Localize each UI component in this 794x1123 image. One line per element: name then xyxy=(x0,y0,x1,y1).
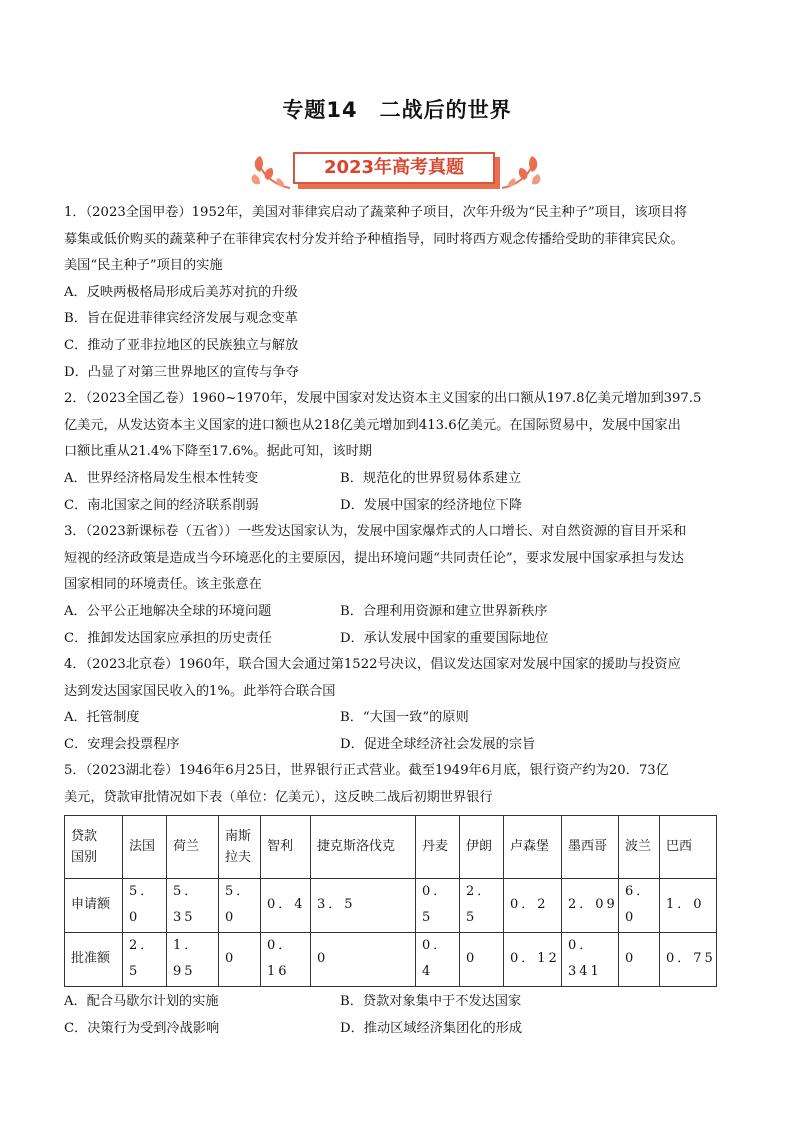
question-4-option-d: D．促进全球经济社会发展的宗旨 xyxy=(340,736,536,752)
table-cell: 0．5 xyxy=(416,878,460,932)
question-4-stem-line: 4．（2023北京卷）1960年，联合国大会通过第1522号决议，倡议发达国家对发展中国家的援助与投资应 xyxy=(64,657,681,673)
table-cell: 0．75 xyxy=(660,932,717,986)
question-1-stem-line: 美国“民主种子”项目的实施 xyxy=(64,258,223,274)
question-4-option-a: A．托管制度 xyxy=(64,710,140,726)
row-label-approved: 批准额 xyxy=(65,932,123,986)
table-cell: 0．12 xyxy=(504,932,562,986)
question-5-stem-line: 美元，贷款审批情况如下表（单位：亿美元），这反映二战后初期世界银行 xyxy=(64,790,493,806)
loan-table xyxy=(64,815,717,987)
right-leaf-icon xyxy=(500,148,542,192)
question-1-option-c: C．推动了亚非拉地区的民族独立与解放 xyxy=(64,337,299,353)
question-2-option-c: C．南北国家之间的经济联系削弱 xyxy=(64,497,259,513)
question-4-option-b: B．“大国一致”的原则 xyxy=(340,710,469,726)
table-header-cell: 荷兰 xyxy=(167,815,219,878)
question-1-option-a: A．反映两极格局形成后美苏对抗的升级 xyxy=(64,284,298,300)
question-4 xyxy=(64,652,732,758)
table-cell: 6．0 xyxy=(619,878,660,932)
left-leaf-icon xyxy=(250,148,292,192)
question-1-stem-line: 1．（2023全国甲卷）1952年，美国对菲律宾启动了蔬菜种子项目，次年升级为“民主种子”项目，该项目将 xyxy=(64,205,688,220)
question-1-stem-line: 募集或低价购买的蔬菜种子在菲律宾农村分发并给予种植指导，同时将西方观念传播给受助的菲律宾民众。 xyxy=(64,231,684,247)
table-cell: 2．5 xyxy=(460,878,504,932)
question-5 xyxy=(64,758,732,1042)
question-5-options-row xyxy=(64,989,732,1016)
question-5-option-d: D．推动区域经济集团化的形成 xyxy=(340,1020,523,1036)
question-3-options-row xyxy=(64,626,732,653)
question-2-option-d: D．发展中国家的经济地位下降 xyxy=(340,497,523,513)
page-title xyxy=(0,94,794,124)
question-3-stem-line: 国家相同的环境责任。该主张意在 xyxy=(64,577,262,593)
table-cell: 0 xyxy=(311,932,416,986)
question-2-options-row xyxy=(64,466,732,493)
table-cell: 0．16 xyxy=(261,932,311,986)
table-header-cell: 墨西哥 xyxy=(562,815,619,878)
question-4-options-row xyxy=(64,705,732,732)
table-cell: 2．5 xyxy=(123,932,167,986)
row-label-applied: 申请额 xyxy=(65,878,123,932)
table-cell: 0．4 xyxy=(261,878,311,932)
question-3-option-c: C．推卸发达国家应承担的历史责任 xyxy=(64,630,272,646)
table-cell: 5．0 xyxy=(219,878,261,932)
question-2-stem-line: 亿美元，从发达资本主义国家的进口额也从218亿美元增加到413.6亿美元。在国际贸易中，发展中国家出 xyxy=(64,417,681,433)
question-list xyxy=(64,200,732,1042)
question-5-option-a: A．配合马歇尔计划的实施 xyxy=(64,994,219,1010)
table-header-cell: 伊朗 xyxy=(460,815,504,878)
table-cell: 1．95 xyxy=(167,932,219,986)
table-cell: 2．09 xyxy=(562,878,619,932)
table-cell: 0 xyxy=(619,932,660,986)
table-header-cell: 智利 xyxy=(261,815,311,878)
question-4-stem-line: 达到发达国家国民收入的1%。此举符合联合国 xyxy=(64,683,336,699)
question-3-option-d: D．承认发展中国家的重要国际地位 xyxy=(340,630,549,646)
banner-label: 2023年高考真题 xyxy=(323,157,465,178)
question-5-stem-line: 5．（2023湖北卷）1946年6月25日，世界银行正式营业。截至1949年6月底，银行资产约为20．73亿 xyxy=(64,763,669,779)
question-1-option-d: D．凸显了对第三世界地区的宣传与争夺 xyxy=(64,364,299,380)
question-3 xyxy=(64,519,732,652)
table-cell: 0．2 xyxy=(504,878,562,932)
question-2-option-a: A．世界经济格局发生根本性转变 xyxy=(64,470,259,486)
question-3-stem-line: 3．（2023新课标卷（五省））一些发达国家认为，发展中国家爆炸式的人口增长、对自然资源的盲目开采和 xyxy=(64,524,687,540)
table-cell: 0．4 xyxy=(416,932,460,986)
table-header-cell: 巴西 xyxy=(660,815,717,878)
corner-label-country: 国别 xyxy=(71,849,98,865)
table-header-row xyxy=(65,815,717,878)
table-cell: 0．341 xyxy=(562,932,619,986)
table-cell: 1．0 xyxy=(660,878,717,932)
question-5-options-row xyxy=(64,1016,732,1043)
table-cell: 5．35 xyxy=(167,878,219,932)
table-header-cell xyxy=(219,815,261,878)
table-header-cell: 法国 xyxy=(123,815,167,878)
table-cell: 3．5 xyxy=(311,878,416,932)
question-3-options-row xyxy=(64,599,732,626)
title-part1: 专题14 xyxy=(282,98,358,122)
question-3-option-b: B．合理利用资源和建立世界新秩序 xyxy=(340,603,548,619)
question-5-option-b: B．贷款对象集中于不发达国家 xyxy=(340,994,522,1010)
section-banner xyxy=(0,148,794,192)
table-header-cell: 波兰 xyxy=(619,815,660,878)
question-3-stem-line: 短视的经济政策是造成当今环境恶化的主要原因，提出环境问题“共同责任论”，要求发展中国家承担与发达 xyxy=(64,550,685,566)
table-row xyxy=(65,878,717,932)
title-part2: 二战后的世界 xyxy=(379,98,512,122)
table-cell: 5．0 xyxy=(123,878,167,932)
question-2 xyxy=(64,386,732,519)
question-3-option-a: A．公平公正地解决全球的环境问题 xyxy=(64,603,272,619)
table-corner-cell xyxy=(65,815,123,878)
question-1 xyxy=(64,200,732,386)
question-4-option-c: C．安理会投票程序 xyxy=(64,736,180,752)
question-2-options-row xyxy=(64,493,732,520)
corner-label-loan: 贷款 xyxy=(71,828,98,844)
question-5-option-c: C．决策行为受到冷战影响 xyxy=(64,1020,220,1036)
table-cell: 0 xyxy=(219,932,261,986)
table-cell: 0 xyxy=(460,932,504,986)
question-2-stem-line: 2．（2023全国乙卷）1960~1970年，发展中国家对发达资本主义国家的出口额从197.8亿美元增加到397.5 xyxy=(64,391,702,407)
table-row xyxy=(65,932,717,986)
table-header-cell: 丹麦 xyxy=(416,815,460,878)
question-1-option-b: B．旨在促进菲律宾经济发展与观念变革 xyxy=(64,311,298,327)
table-header-cell: 捷克斯洛伐克 xyxy=(311,815,416,878)
question-2-option-b: B．规范化的世界贸易体系建立 xyxy=(340,470,522,486)
question-2-stem-line: 口额比重从21.4%下降至17.6%。据此可知，该时期 xyxy=(64,444,372,460)
question-4-options-row xyxy=(64,732,732,759)
header-yugoslavia: 南斯拉夫 xyxy=(225,828,252,865)
table-header-cell: 卢森堡 xyxy=(504,815,562,878)
